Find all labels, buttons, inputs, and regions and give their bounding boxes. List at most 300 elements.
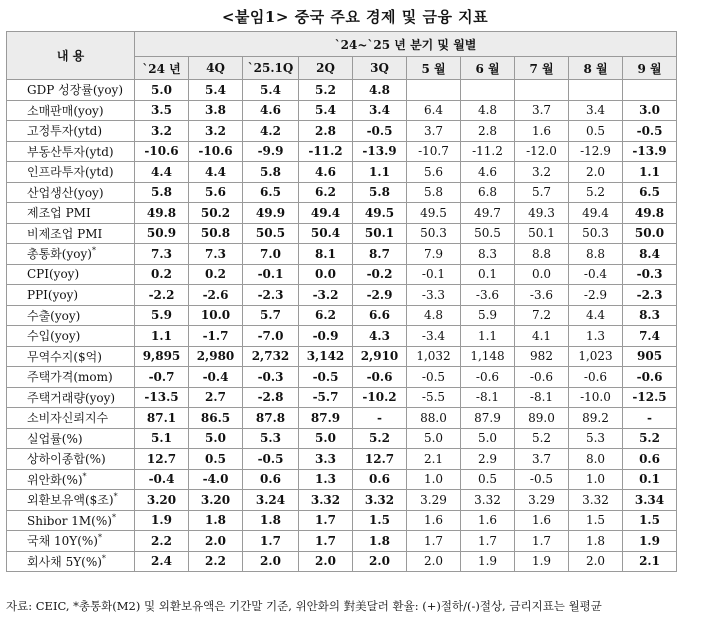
value-cell: 50.2 [189, 203, 243, 224]
value-cell: 0.2 [189, 264, 243, 285]
value-cell: 5.8 [353, 182, 407, 203]
row-label-text: GDP 성장률(yoy) [27, 83, 124, 98]
row-label-text: 상하이종합(%) [27, 452, 106, 467]
value-cell [407, 80, 461, 101]
value-cell: -11.2 [461, 141, 515, 162]
value-cell: 49.3 [515, 203, 569, 224]
value-cell: 8.8 [569, 244, 623, 265]
value-cell [569, 80, 623, 101]
column-header: `25.1Q [243, 57, 299, 80]
value-cell: 5.4 [189, 80, 243, 101]
value-cell: 1.5 [623, 510, 677, 531]
value-cell: 3.24 [243, 490, 299, 511]
table-row [7, 469, 677, 490]
row-label [7, 100, 135, 121]
value-cell: 1,148 [461, 346, 515, 367]
value-cell: 1.8 [189, 510, 243, 531]
row-label-text: Shibor 1M(%) [27, 513, 112, 528]
value-cell: 2.0 [407, 551, 461, 572]
value-cell: 87.8 [243, 408, 299, 429]
table-row [7, 162, 677, 183]
value-cell: 1.5 [353, 510, 407, 531]
value-cell: 12.7 [353, 449, 407, 470]
row-label [7, 285, 135, 306]
value-cell: 1,032 [407, 346, 461, 367]
source-note: 자료: CEIC, *총통화(M2) 및 외환보유액은 기간말 기준, 위안화의 對美달러 환율: (+)절하/(-)절상, 금리지표는 월평균 [6, 599, 602, 613]
value-cell: 5.0 [407, 428, 461, 449]
value-cell: 50.5 [243, 223, 299, 244]
value-cell: 5.0 [135, 80, 189, 101]
value-cell: 89.2 [569, 408, 623, 429]
row-label-text: 소매판매(yoy) [27, 103, 104, 118]
value-cell: -3.2 [299, 285, 353, 306]
value-cell: 7.9 [407, 244, 461, 265]
table-row [7, 203, 677, 224]
row-label-text: 부동산투자(ytd) [27, 144, 114, 159]
row-label [7, 531, 135, 552]
table-row [7, 285, 677, 306]
value-cell: 8.0 [569, 449, 623, 470]
value-cell: 7.4 [623, 326, 677, 347]
value-cell: 49.7 [461, 203, 515, 224]
value-cell: 3.7 [515, 100, 569, 121]
value-cell: 5.7 [515, 182, 569, 203]
value-cell: 6.5 [243, 182, 299, 203]
value-cell: 1.6 [515, 510, 569, 531]
footnote-marker: * [97, 533, 102, 543]
row-label [7, 428, 135, 449]
value-cell: -5.5 [407, 387, 461, 408]
value-cell: -0.3 [623, 264, 677, 285]
row-label-text: 회사채 5Y(%) [27, 554, 102, 569]
value-cell: 8.7 [353, 244, 407, 265]
row-label [7, 121, 135, 142]
row-label [7, 162, 135, 183]
table-row [7, 264, 677, 285]
value-cell: 50.8 [189, 223, 243, 244]
value-cell: 1.9 [623, 531, 677, 552]
value-cell: 9,895 [135, 346, 189, 367]
table-row [7, 428, 677, 449]
value-cell: 5.2 [353, 428, 407, 449]
value-cell: 2,980 [189, 346, 243, 367]
table-row [7, 80, 677, 101]
value-cell: 3.32 [569, 490, 623, 511]
row-label-text: 주택거래량(yoy) [27, 390, 116, 405]
value-cell: 0.6 [243, 469, 299, 490]
value-cell: -2.2 [135, 285, 189, 306]
value-cell: 2.2 [189, 551, 243, 572]
value-cell: -0.2 [353, 264, 407, 285]
value-cell: -0.6 [461, 367, 515, 388]
column-header: 8 월 [569, 57, 623, 80]
value-cell: 87.9 [461, 408, 515, 429]
value-cell: 4.3 [353, 326, 407, 347]
value-cell: 1.5 [569, 510, 623, 531]
row-label [7, 490, 135, 511]
value-cell: -13.9 [623, 141, 677, 162]
row-label-text: 제조업 PMI [27, 206, 91, 221]
value-cell: -0.6 [353, 367, 407, 388]
table-row [7, 223, 677, 244]
value-cell: 5.2 [569, 182, 623, 203]
table-row [7, 326, 677, 347]
value-cell: 1.6 [461, 510, 515, 531]
value-cell: -0.7 [135, 367, 189, 388]
value-cell: 1.0 [407, 469, 461, 490]
row-label-text: CPI(yoy) [27, 267, 80, 282]
value-cell: 49.4 [299, 203, 353, 224]
row-label-text: 소비자신뢰지수 [27, 411, 109, 426]
value-cell: 4.6 [243, 100, 299, 121]
row-label [7, 244, 135, 265]
value-cell: -0.5 [623, 121, 677, 142]
page-title: <붙임1> 중국 주요 경제 및 금융 지표 [221, 8, 489, 26]
value-cell: 3.8 [189, 100, 243, 121]
value-cell: 2.4 [135, 551, 189, 572]
value-cell [515, 80, 569, 101]
row-label [7, 305, 135, 326]
value-cell: -12.9 [569, 141, 623, 162]
value-cell: -2.9 [569, 285, 623, 306]
value-cell: -12.5 [623, 387, 677, 408]
period-header: `24~`25 년 분기 및 월별 [135, 32, 677, 57]
value-cell: -8.1 [461, 387, 515, 408]
value-cell: 89.0 [515, 408, 569, 429]
value-cell: 49.5 [353, 203, 407, 224]
value-cell: 3.5 [135, 100, 189, 121]
value-cell: 5.0 [189, 428, 243, 449]
value-cell: 1.6 [515, 121, 569, 142]
value-cell: 5.7 [243, 305, 299, 326]
value-cell: 2.1 [623, 551, 677, 572]
row-label-text: 무역수지($억) [27, 349, 102, 364]
value-cell: 2.0 [243, 551, 299, 572]
value-cell: -3.6 [461, 285, 515, 306]
row-label [7, 326, 135, 347]
value-cell: 5.1 [135, 428, 189, 449]
value-cell: 1,023 [569, 346, 623, 367]
value-cell: 8.4 [623, 244, 677, 265]
value-cell: 50.0 [623, 223, 677, 244]
value-cell: 905 [623, 346, 677, 367]
value-cell: -0.4 [189, 367, 243, 388]
indicator-table [6, 31, 677, 572]
value-cell: 10.0 [189, 305, 243, 326]
footnote-marker: * [113, 492, 118, 502]
value-cell: -9.9 [243, 141, 299, 162]
value-cell: 7.3 [189, 244, 243, 265]
row-label-text: 수출(yoy) [27, 308, 81, 323]
value-cell: -10.6 [189, 141, 243, 162]
value-cell: 1.8 [243, 510, 299, 531]
value-cell: 3.32 [299, 490, 353, 511]
row-label [7, 387, 135, 408]
table-row [7, 387, 677, 408]
value-cell: 3.29 [407, 490, 461, 511]
value-cell: 7.0 [243, 244, 299, 265]
value-cell: -0.4 [569, 264, 623, 285]
value-cell: -7.0 [243, 326, 299, 347]
value-cell: -2.6 [189, 285, 243, 306]
value-cell: -0.4 [135, 469, 189, 490]
row-label [7, 264, 135, 285]
value-cell: -13.5 [135, 387, 189, 408]
column-header: 3Q [353, 57, 407, 80]
value-cell: 6.2 [299, 182, 353, 203]
table-row [7, 305, 677, 326]
row-label-text: PPI(yoy) [27, 287, 79, 302]
value-cell: 50.1 [353, 223, 407, 244]
value-cell: -2.9 [353, 285, 407, 306]
column-header: 2Q [299, 57, 353, 80]
value-cell: 2.0 [353, 551, 407, 572]
value-cell: 3.2 [135, 121, 189, 142]
row-label-text: 수입(yoy) [27, 329, 81, 344]
value-cell: 3.20 [189, 490, 243, 511]
value-cell: -0.6 [623, 367, 677, 388]
value-cell: 3.4 [353, 100, 407, 121]
value-cell: -1.7 [189, 326, 243, 347]
value-cell: 5.8 [407, 182, 461, 203]
value-cell: 1.7 [299, 531, 353, 552]
value-cell: 5.0 [461, 428, 515, 449]
row-label [7, 367, 135, 388]
table-row [7, 408, 677, 429]
column-header: 7 월 [515, 57, 569, 80]
value-cell: -10.2 [353, 387, 407, 408]
value-cell: 0.1 [623, 469, 677, 490]
value-cell: 5.2 [623, 428, 677, 449]
row-label [7, 80, 135, 101]
value-cell: 1.9 [461, 551, 515, 572]
value-cell: 5.6 [189, 182, 243, 203]
value-cell: 1.7 [515, 531, 569, 552]
value-cell: 0.5 [461, 469, 515, 490]
value-cell: 4.4 [569, 305, 623, 326]
value-cell: 1.1 [623, 162, 677, 183]
value-cell: 2,732 [243, 346, 299, 367]
value-cell: -10.6 [135, 141, 189, 162]
value-cell: 4.8 [407, 305, 461, 326]
value-cell: 4.8 [353, 80, 407, 101]
value-cell: 1.7 [243, 531, 299, 552]
row-label-text: 실업률(%) [27, 431, 83, 446]
value-cell: 87.9 [299, 408, 353, 429]
value-cell: 49.8 [623, 203, 677, 224]
value-cell: 12.7 [135, 449, 189, 470]
table-row [7, 346, 677, 367]
value-cell: -0.6 [569, 367, 623, 388]
footnote-marker: * [101, 553, 106, 563]
value-cell: 7.2 [515, 305, 569, 326]
value-cell: -2.3 [243, 285, 299, 306]
row-label-text: 총통화(yoy) [27, 247, 92, 262]
value-cell: -0.5 [243, 449, 299, 470]
value-cell: 3.29 [515, 490, 569, 511]
value-cell: 3.7 [515, 449, 569, 470]
value-cell: 49.9 [243, 203, 299, 224]
value-cell: -0.9 [299, 326, 353, 347]
value-cell: 3.32 [461, 490, 515, 511]
value-cell: 1.9 [135, 510, 189, 531]
value-cell: 5.2 [515, 428, 569, 449]
value-cell: -0.3 [243, 367, 299, 388]
row-label [7, 223, 135, 244]
row-label-text: 인프라투자(ytd) [27, 165, 114, 180]
value-cell: 5.9 [135, 305, 189, 326]
value-cell: 2.0 [569, 551, 623, 572]
value-cell: 6.4 [407, 100, 461, 121]
value-cell: 0.0 [299, 264, 353, 285]
value-cell: 3.0 [623, 100, 677, 121]
value-cell: 6.5 [623, 182, 677, 203]
row-label-text: 국채 10Y(%) [27, 534, 98, 549]
table-row [7, 531, 677, 552]
row-label [7, 510, 135, 531]
value-cell: 0.6 [623, 449, 677, 470]
value-cell: 1.8 [569, 531, 623, 552]
value-cell: 1.1 [461, 326, 515, 347]
value-cell: -3.3 [407, 285, 461, 306]
value-cell: 49.5 [407, 203, 461, 224]
row-label [7, 182, 135, 203]
table-row [7, 490, 677, 511]
value-cell: 3.2 [189, 121, 243, 142]
footnote-marker: * [82, 471, 87, 481]
table-row [7, 449, 677, 470]
table-row [7, 244, 677, 265]
value-cell: 3.7 [407, 121, 461, 142]
value-cell: 5.0 [299, 428, 353, 449]
value-cell: 2.1 [407, 449, 461, 470]
value-cell: -12.0 [515, 141, 569, 162]
value-cell: -3.6 [515, 285, 569, 306]
value-cell: 8.3 [623, 305, 677, 326]
value-cell: -0.1 [407, 264, 461, 285]
value-cell: 0.5 [569, 121, 623, 142]
value-cell: 5.3 [569, 428, 623, 449]
value-cell: 88.0 [407, 408, 461, 429]
value-cell: 50.1 [515, 223, 569, 244]
value-cell: 1.1 [353, 162, 407, 183]
table-row [7, 121, 677, 142]
value-cell: 3,142 [299, 346, 353, 367]
value-cell: 5.4 [243, 80, 299, 101]
value-cell: - [353, 408, 407, 429]
row-label-text: 위안화(%) [27, 472, 83, 487]
value-cell: 8.8 [515, 244, 569, 265]
value-cell: 1.6 [407, 510, 461, 531]
value-cell: 7.3 [135, 244, 189, 265]
value-cell: 4.4 [189, 162, 243, 183]
value-cell: 5.4 [299, 100, 353, 121]
value-cell: 5.9 [461, 305, 515, 326]
value-cell: -13.9 [353, 141, 407, 162]
row-label [7, 469, 135, 490]
value-cell: 5.8 [243, 162, 299, 183]
value-cell: 2.0 [299, 551, 353, 572]
footnote-marker: * [91, 246, 96, 256]
row-label [7, 449, 135, 470]
value-cell: 2.0 [189, 531, 243, 552]
footnote-marker: * [111, 512, 116, 522]
value-cell: 49.4 [569, 203, 623, 224]
row-label [7, 408, 135, 429]
value-cell: 3.2 [515, 162, 569, 183]
value-cell: 1.1 [135, 326, 189, 347]
value-cell: 49.8 [135, 203, 189, 224]
row-label [7, 346, 135, 367]
value-cell: 4.2 [243, 121, 299, 142]
value-cell: 50.3 [569, 223, 623, 244]
value-cell: 50.9 [135, 223, 189, 244]
row-label-text: 산업생산(yoy) [27, 185, 104, 200]
column-header: 4Q [189, 57, 243, 80]
table-row [7, 551, 677, 572]
value-cell: 2.8 [461, 121, 515, 142]
row-label [7, 551, 135, 572]
value-cell: 5.2 [299, 80, 353, 101]
value-cell: 6.8 [461, 182, 515, 203]
value-cell: 50.5 [461, 223, 515, 244]
value-cell: -0.1 [243, 264, 299, 285]
value-cell [623, 80, 677, 101]
value-cell: -8.1 [515, 387, 569, 408]
table-row [7, 141, 677, 162]
value-cell: 6.6 [353, 305, 407, 326]
value-cell: 50.4 [299, 223, 353, 244]
value-cell: 5.8 [135, 182, 189, 203]
value-cell: 1.7 [299, 510, 353, 531]
value-cell: 1.7 [407, 531, 461, 552]
value-cell: 982 [515, 346, 569, 367]
value-cell: 0.5 [189, 449, 243, 470]
table-row [7, 367, 677, 388]
value-cell [461, 80, 515, 101]
value-cell: 2.9 [461, 449, 515, 470]
value-cell: 1.3 [569, 326, 623, 347]
value-cell: 8.3 [461, 244, 515, 265]
value-cell: -11.2 [299, 141, 353, 162]
table-body [7, 80, 677, 572]
value-cell: -0.6 [515, 367, 569, 388]
value-cell: -2.3 [623, 285, 677, 306]
value-cell: 0.6 [353, 469, 407, 490]
table-row [7, 510, 677, 531]
row-label [7, 141, 135, 162]
value-cell: 1.0 [569, 469, 623, 490]
value-cell: 4.6 [461, 162, 515, 183]
row-label-text: 주택가격(mom) [27, 370, 113, 385]
value-cell: -0.5 [353, 121, 407, 142]
value-cell: 2.0 [569, 162, 623, 183]
column-header: 6 월 [461, 57, 515, 80]
row-label-text: 고정투자(ytd) [27, 124, 103, 139]
column-header: 9 월 [623, 57, 677, 80]
value-cell: -3.4 [407, 326, 461, 347]
value-cell: 3.4 [569, 100, 623, 121]
value-cell: 3.32 [353, 490, 407, 511]
value-cell: -10.7 [407, 141, 461, 162]
value-cell: 86.5 [189, 408, 243, 429]
table-row [7, 182, 677, 203]
row-label [7, 203, 135, 224]
value-cell: 2,910 [353, 346, 407, 367]
value-cell: 4.4 [135, 162, 189, 183]
value-cell: 6.2 [299, 305, 353, 326]
value-cell: 4.6 [299, 162, 353, 183]
